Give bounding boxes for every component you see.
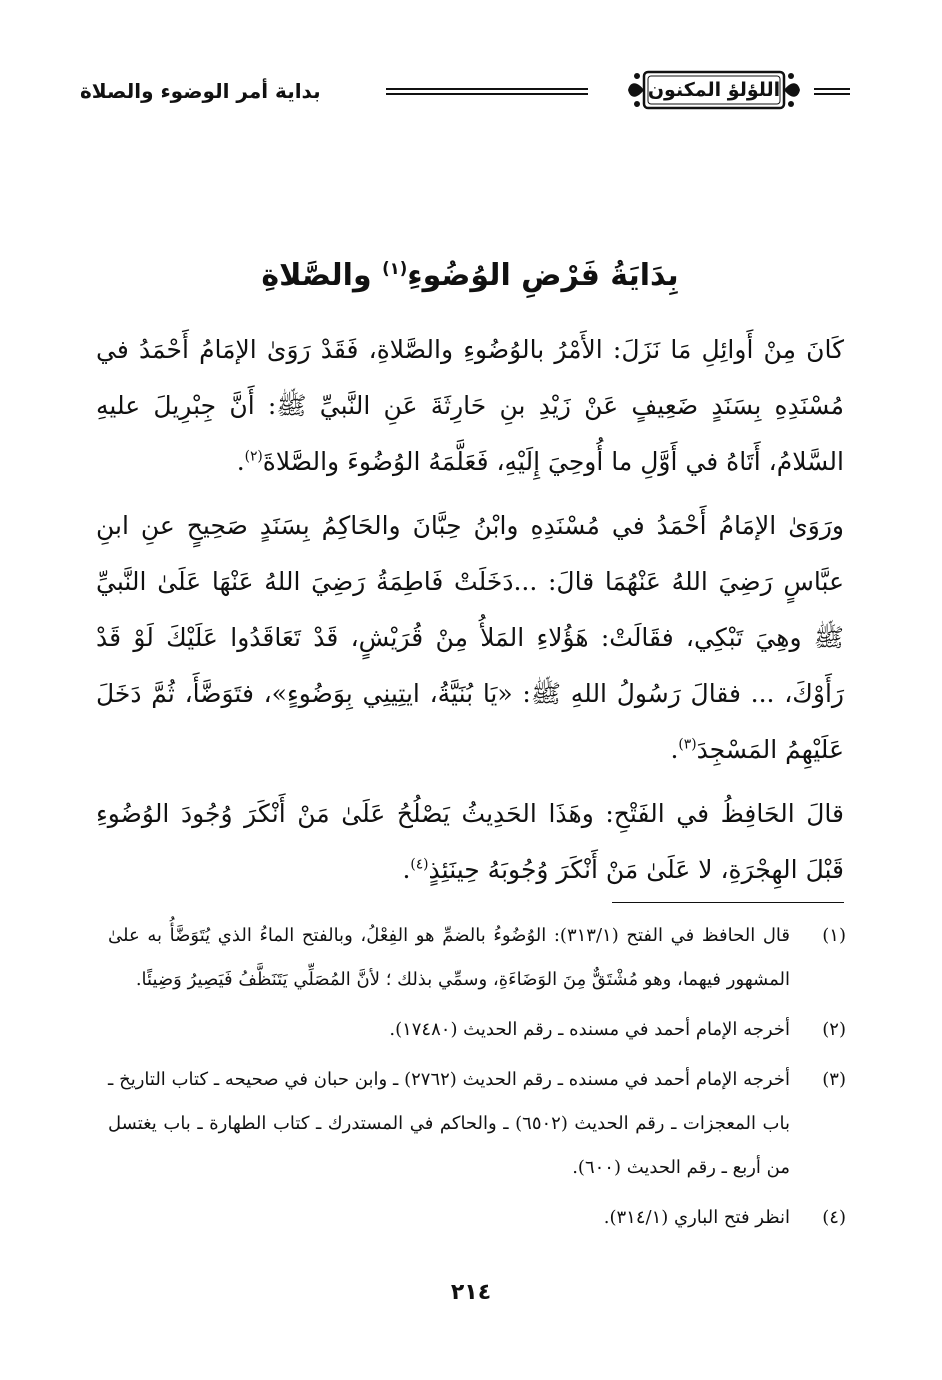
footnotes: [108, 914, 846, 1246]
paragraph: [96, 322, 844, 490]
paragraph-end: .: [402, 855, 411, 884]
book-title: اللؤلؤ المكنون: [647, 79, 781, 101]
article-title-tail: والصَّلاةِ: [261, 258, 383, 293]
paragraph-text: كَانَ مِنْ أَوائِلِ مَا نَزَلَ: الأَمْرُ بالوُضُوءِ والصَّلاةِ، فَقَدْ رَوَىٰ الإمَامُ أَحْمَدُ في مُسْنَدِهِ بِسَنَدٍ ضَعِيفٍ عَنْ زَيْدِ بنِ حَارِثَةَ عَنِ النَّبيِّ ﷺ: أَنَّ جِبْرِيلَ عليهِ السَّلامُ، أَتَاهُ في أَوَّلِ ما أُوحِيَ إِلَيْهِ، فَعَلَّمَهُ الوُضُوءَ والصَّلاةَ: [96, 335, 844, 476]
footnote-separator: [612, 902, 844, 903]
header-rule-middle: [386, 88, 588, 95]
footnote-number: (٤): [822, 1207, 846, 1228]
paragraph-text: ورَوَىٰ الإمَامُ أَحْمَدُ في مُسْنَدِهِ وابْنُ حِبَّانَ والحَاكِمُ بِسَنَدٍ صَحِيحٍ عنِ ابنِ عبَّاسٍ رَضِيَ اللهُ عَنْهُمَا قالَ: ...دَخَلَتْ فَاطِمَةُ رَضِيَ اللهُ عَنْهَا عَلَىٰ النَّبيِّ ﷺ وهِيَ تَبْكِي، فقَالَتْ: هَؤُلاءِ المَلأُ مِنْ قُرَيْشٍ، قَدْ تَعَاقَدُوا عَلَيْكَ لَوْ قَدْ رَأَوْكَ، ... فقالَ رَسُولُ اللهِ ﷺ: «يَا بُنَيَّةُ، ايتِينِي بِوَضُوءٍ»، فتَوَضَّأَ، ثُمَّ دَخَلَ عَلَيْهِمُ المَسْجِدَ: [96, 511, 844, 764]
page-number: ٢١٤: [450, 1280, 492, 1305]
book-title-cartouche: [626, 68, 802, 112]
footnote: [108, 1196, 846, 1240]
paragraph: [96, 786, 844, 898]
footnote-ref: (٤): [410, 856, 429, 873]
paragraph-end: .: [236, 447, 245, 476]
footnote-number: (٢): [822, 1019, 846, 1040]
paragraph-text: قالَ الحَافِظُ في الفَتْحِ: وهَذَا الحَدِيثُ يَصْلُحُ عَلَىٰ مَنْ أَنْكَرَ وُجُودَ الوُضُوءِ قَبْلَ الهِجْرَةِ، لا عَلَىٰ مَنْ أَنْكَرَ وُجُوبَهُ حِينَئِذٍ: [96, 799, 844, 884]
footnote-text: قال الحافظ في الفتح (٣١٣/١): الوُضُوءُ بالضمِّ هو الفِعْلُ، وبالفتح الماءُ الذي يُتَوَضَّأُ به علىٰ المشهور فيهما، وهو مُشْتَقٌّ مِنَ الوَضَاءَةِ، وسمِّي بذلك ؛ لأنَّ المُصَلِّي يَتَنَظَّفُ فَيَصِيرُ وَضِيئًا.: [108, 925, 790, 990]
footnote-ref: (٣): [678, 736, 697, 753]
footnote-number: (١): [822, 925, 846, 946]
footnote-ref: (٢): [244, 448, 263, 465]
article-title-main: بِدَايَةُ فَرْضِ الوُضُوءِ: [407, 258, 679, 293]
article-title: [96, 248, 844, 304]
footnote: [108, 914, 846, 1002]
paragraph-end: .: [670, 735, 679, 764]
footnote: [108, 1058, 846, 1190]
chapter-title: بداية أمر الوضوء والصلاة: [80, 79, 321, 103]
footnote-number: (٣): [822, 1069, 846, 1090]
header-rule-right: [814, 88, 850, 95]
footnote: [108, 1008, 846, 1052]
running-header: [80, 62, 850, 120]
footnote-ref: (١): [382, 259, 408, 278]
paragraph: [96, 498, 844, 778]
footnote-text: أخرجه الإمام أحمد في مسنده ـ رقم الحديث (١٧٤٨٠).: [389, 1019, 790, 1040]
footnote-text: انظر فتح الباري (٣١٤/١).: [603, 1207, 790, 1228]
footnote-text: أخرجه الإمام أحمد في مسنده ـ رقم الحديث (٢٧٦٢) ـ وابن حبان في صحيحه ـ كتاب التاريخ ـ باب المعجزات ـ رقم الحديث (٦٥٠٢) ـ والحاكم في المستدرك ـ كتاب الطهارة ـ باب يغتسل من أربع ـ رقم الحديث (٦٠٠).: [108, 1069, 790, 1178]
article: [96, 248, 844, 906]
